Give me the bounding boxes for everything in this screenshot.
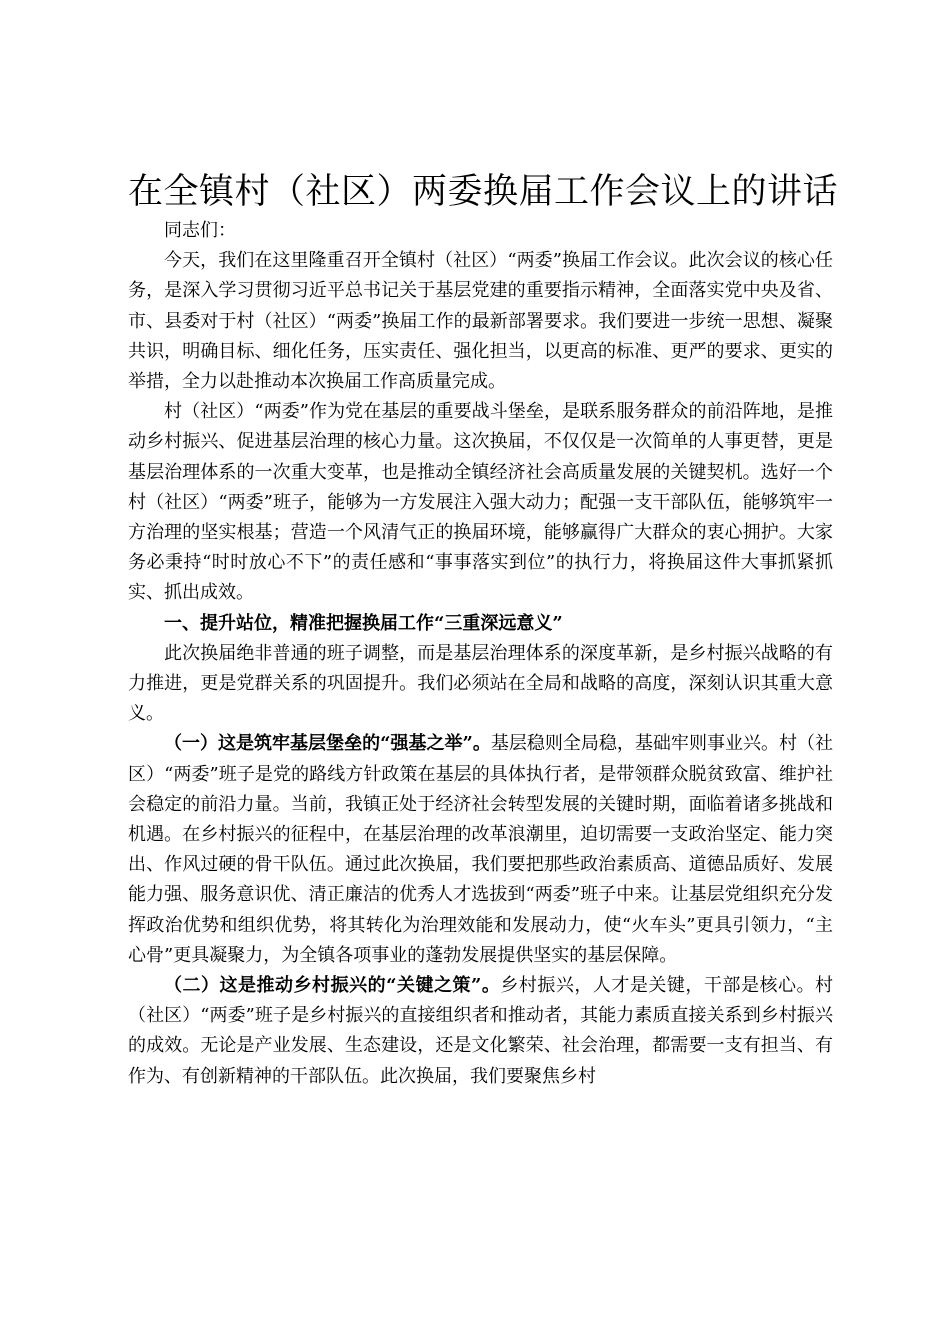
section-heading-1: 一、提升站位，精准把握换届工作“三重深远意义” (164, 612, 563, 634)
subheading-2: （二）这是推动乡村振兴的“关键之策”。 (164, 975, 501, 997)
paragraph-1: 今天，我们在这里隆重召开全镇村（社区）“两委”换届工作会议。此次会议的核心任务，是深入学习贯彻习近平总书记关于基层党建的重要指示精神，全面落实党中央及省、市、县委对于村（社区）“两委”换届工作的最新部署要求。我们要进一步统一思想、凝聚共识，明确目标、细化任务，压实责任、强化担当，以更高的标准、更严的要求、更实的举措，全力以赴推动本次换届工作高质量完成。 (128, 250, 833, 393)
paragraph-3: 此次换届绝非普通的班子调整，而是基层治理体系的深度革新，是乡村振兴战略的有力推进，更是党群关系的巩固提升。我们必须站在全局和战略的高度，深刻认识其重大意义。 (128, 642, 833, 725)
subheading-1: （一）这是筑牢基层堡垒的“强基之举”。 (164, 733, 491, 755)
document-body (128, 216, 833, 1092)
paragraph-5 (128, 971, 833, 1092)
paragraph-5-text: 乡村振兴，人才是关键，干部是核心。村（社区）“两委”班子是乡村振兴的直接组织者和推动者，其能力素质直接关系到乡村振兴的成效。无论是产业发展、生态建设，还是文化繁荣、社会治理，都需要一支有担当、有作为、有创新精神的干部队伍。此次换届，我们要聚焦乡村 (128, 975, 833, 1087)
salutation: 同志们： (164, 220, 236, 241)
paragraph-4-text: 基层稳则全局稳，基础牢则事业兴。村（社区）“两委”班子是党的路线方针政策在基层的具体执行者，是带领群众脱贫致富、维护社会稳定的前沿力量。当前，我镇正处于经济社会转型发展的关键时期，面临着诸多挑战和机遇。在乡村振兴的征程中，在基层治理的改革浪潮里，迫切需要一支政治坚定、能力突出、作风过硬的骨干队伍。通过此次换届，我们要把那些政治素质高、道德品质好、发展能力强、服务意识优、清正廉洁的优秀人才选拔到“两委”班子中来。让基层党组织充分发挥政治优势和组织优势，将其转化为治理效能和发展动力，使“火车头”更具引领力，“主心骨”更具凝聚力，为全镇各项事业的蓬勃发展提供坚实的基层保障。 (128, 733, 833, 966)
document-title: 在全镇村（社区）两委换届工作会议上的讲话 (128, 172, 839, 212)
paragraph-4 (128, 729, 833, 971)
paragraph-2: 村（社区）“两委”作为党在基层的重要战斗堡垒，是联系服务群众的前沿阵地，是推动乡村振兴、促进基层治理的核心力量。这次换届，不仅仅是一次简单的人事更替，更是基层治理体系的一次重大变革，也是推动全镇经济社会高质量发展的关键契机。选好一个村（社区）“两委”班子，能够为一方发展注入强大动力；配强一支干部队伍，能够筑牢一方治理的坚实根基；营造一个风清气正的换届环境，能够赢得广大群众的衷心拥护。大家务必秉持“时时放心不下”的责任感和“事事落实到位”的执行力，将换届这件大事抓紧抓实、抓出成效。 (128, 401, 833, 604)
